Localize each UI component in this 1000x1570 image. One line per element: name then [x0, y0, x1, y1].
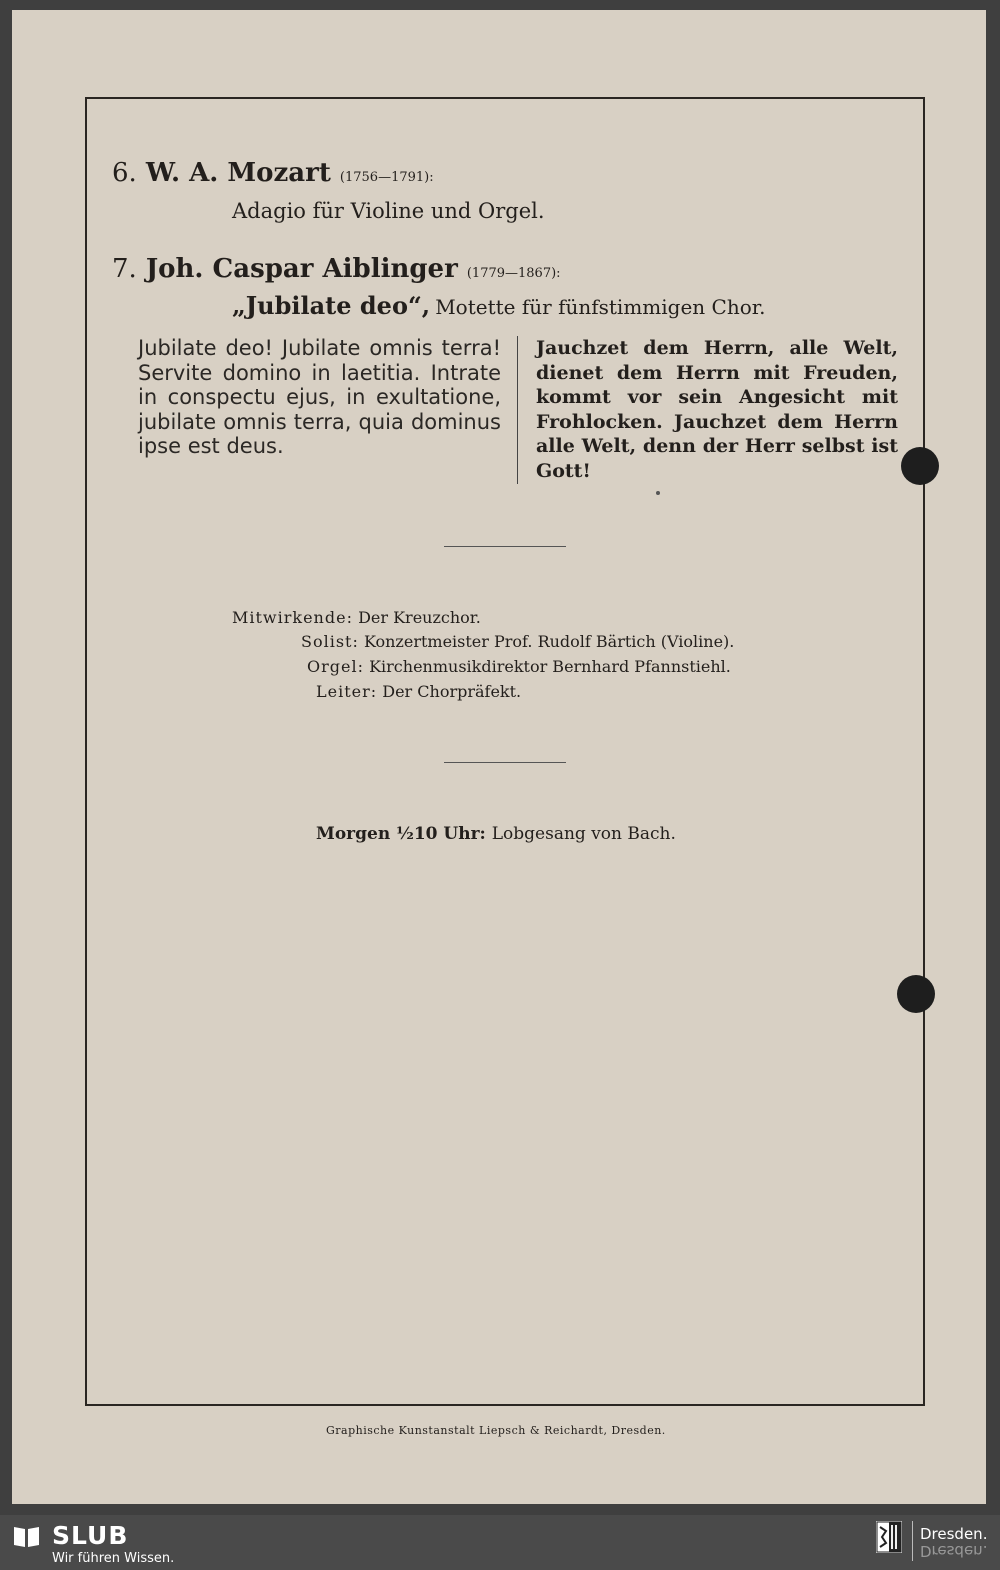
credit-performers	[232, 608, 481, 627]
dresden-crest-icon[interactable]	[876, 1521, 902, 1553]
book-icon[interactable]	[12, 1525, 42, 1549]
program-item-6-work: Adagio für Violine und Orgel.	[232, 199, 545, 223]
composer-name: Joh. Caspar Aiblinger	[145, 254, 458, 284]
section-rule	[444, 762, 566, 763]
printer-imprint: Graphische Kunstanstalt Liepsch & Reichardt, Dresden.	[326, 1424, 666, 1437]
paper-speck	[656, 491, 660, 495]
lyrics-latin: Jubilate deo! Jubilate omnis terra! Servite domino in laetitia. Intrate in conspectu ejus, in exultatione, jubilate omnis terra, quia dominus ipse est deus.	[138, 336, 501, 458]
composer-name: W. A. Mozart	[145, 158, 331, 188]
credit-soloist	[301, 632, 734, 651]
program-item-6-heading	[112, 158, 434, 188]
program-item-7-heading	[112, 254, 561, 284]
lyrics-german: Jauchzet dem Herrn, alle Welt, dienet dem Herrn mit Freuden, kommt vor sein Angesicht mit Frohlocken. Jauchzet dem Herrn alle Welt, denn der Herr selbst ist Gott!	[536, 337, 898, 482]
credit-label: Solist:	[301, 632, 359, 651]
dresden-wordmark[interactable]: Dresden.	[920, 1525, 988, 1543]
footer-divider	[912, 1521, 913, 1561]
credit-label: Mitwirkende:	[232, 608, 353, 627]
credit-value: Der Chorpräfekt.	[382, 682, 522, 701]
section-rule	[444, 546, 566, 547]
punch-hole	[897, 975, 935, 1013]
viewer-footer	[0, 1515, 1000, 1570]
credit-value: Konzertmeister Prof. Rudolf Bärtich (Violine).	[363, 632, 735, 651]
column-divider	[517, 336, 518, 484]
composer-dates: (1779—1867):	[466, 266, 561, 281]
punch-hole	[901, 447, 939, 485]
slub-tagline: Wir führen Wissen.	[52, 1551, 175, 1566]
item-number: 7.	[112, 254, 137, 284]
slub-logo-text[interactable]: SLUB	[52, 1521, 129, 1550]
next-service-announcement	[316, 824, 676, 844]
credit-conductor	[316, 682, 521, 701]
announcement-label: Morgen ½10 Uhr:	[316, 824, 486, 844]
credit-value: Der Kreuzchor.	[358, 608, 481, 627]
program-item-7-work	[232, 291, 765, 320]
work-description: Motette für fünfstimmigen Chor.	[435, 295, 766, 319]
credit-organ	[307, 657, 731, 676]
dresden-wordmark-reflection: Dresden.	[920, 1542, 988, 1560]
credit-label: Orgel:	[307, 657, 364, 676]
announcement-value: Lobgesang von Bach.	[491, 824, 676, 844]
credit-value: Kirchenmusikdirektor Bernhard Pfannstiehl.	[369, 657, 731, 676]
work-title: „Jubilate deo“,	[232, 291, 431, 320]
credit-label: Leiter:	[316, 682, 378, 701]
composer-dates: (1756—1791):	[339, 170, 434, 185]
item-number: 6.	[112, 158, 137, 188]
